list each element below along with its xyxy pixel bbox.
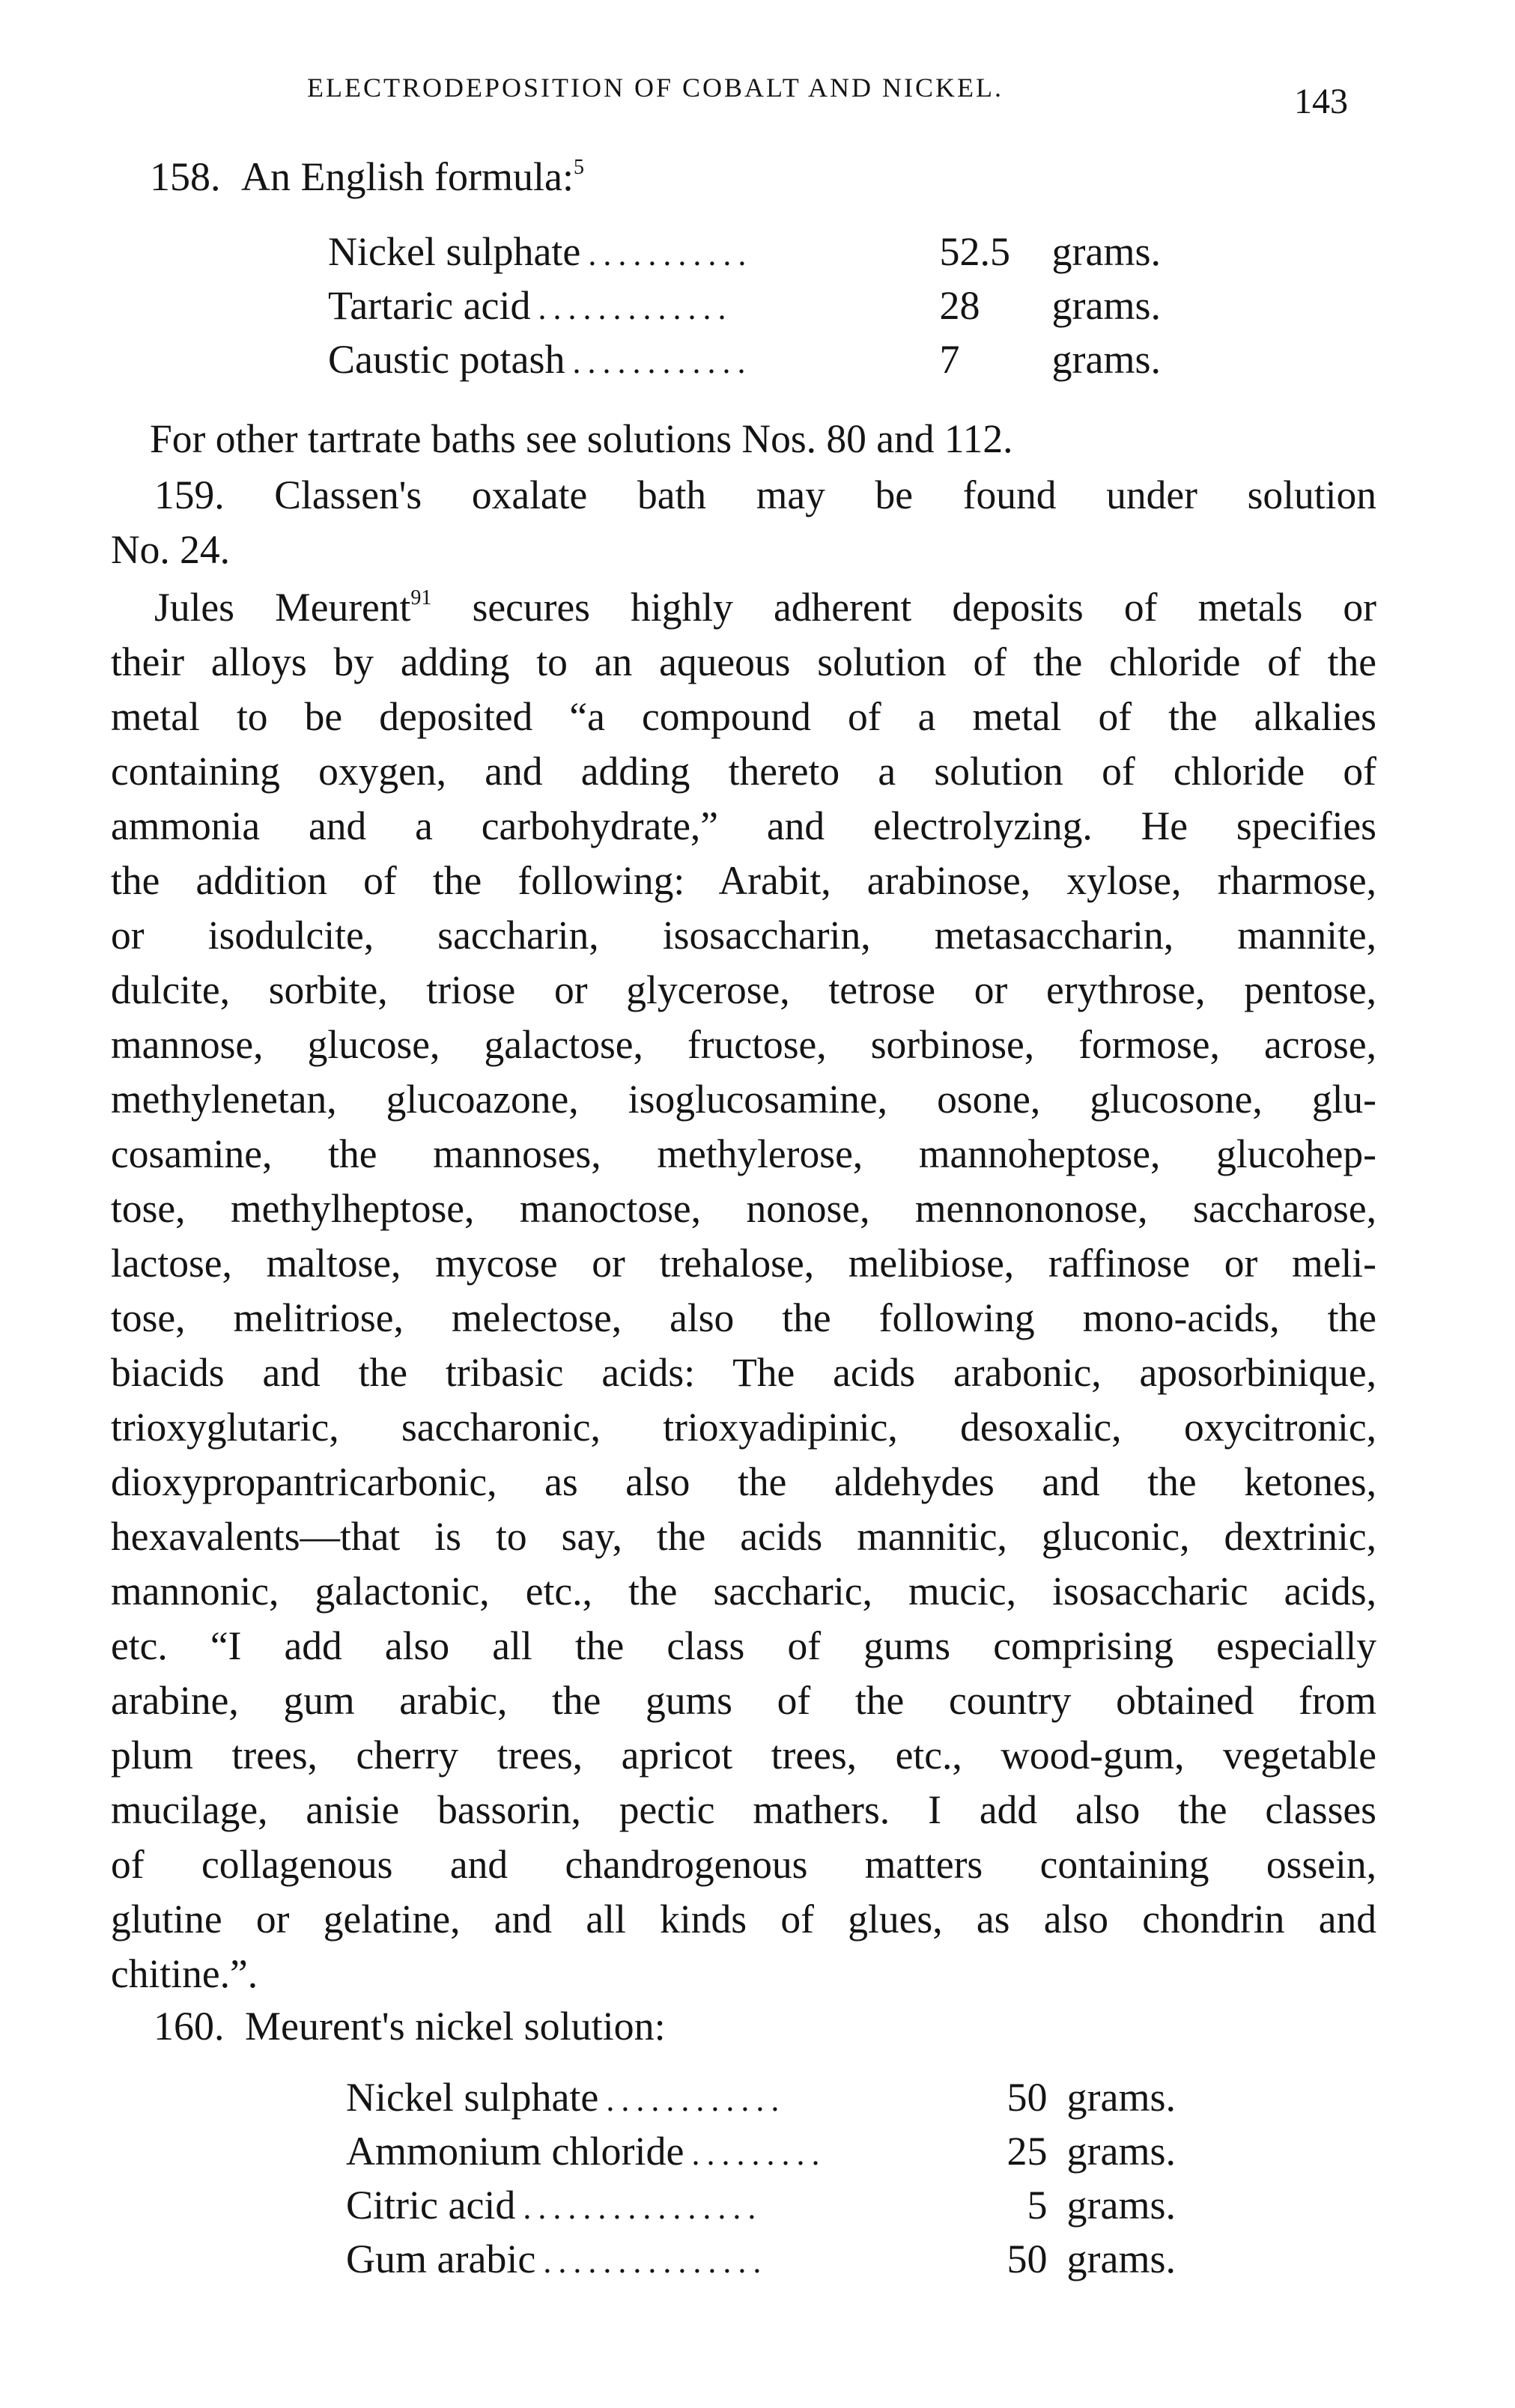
- section-159: [111, 468, 1376, 577]
- section-number: 160.: [154, 2004, 225, 2049]
- formula-row: [328, 225, 1161, 279]
- section-160-heading: [154, 2003, 666, 2049]
- paragraph-line: metal to be deposited “a compound of a metal of the alkalies: [111, 694, 1376, 739]
- footnote-marker: 5: [573, 156, 584, 179]
- paragraph-line: trioxyglutaric, saccharonic, trioxyadipinic, desoxalic, oxycitronic,: [111, 1405, 1376, 1450]
- english-formula-table: [328, 225, 1161, 386]
- paragraph-line: mannonic, galactonic, etc., the saccharic, mucic, isosaccharic acids,: [111, 1569, 1376, 1614]
- leader-dots: ............: [606, 2082, 786, 2118]
- ingredient-unit: grams.: [1066, 2075, 1176, 2120]
- ingredient-unit: grams.: [1051, 229, 1161, 274]
- formula-row: [346, 2232, 1176, 2286]
- meurent-paragraph: [111, 580, 1376, 2001]
- note-line: For other tartrate baths see solutions Nos. 80 and 112.: [150, 416, 1013, 461]
- paragraph-line: dioxypropantricarbonic, as also the aldehydes and the ketones,: [111, 1459, 1376, 1504]
- leader-dots: ................: [523, 2189, 763, 2226]
- section-158-heading: [150, 153, 584, 200]
- leader-dots: ............: [572, 344, 753, 380]
- ingredient-unit: grams.: [1051, 337, 1161, 382]
- ingredient-name: Ammonium chloride: [346, 2129, 684, 2174]
- paragraph-line: glutine or gelatine, and all kinds of glues, as also chondrin and: [111, 1897, 1376, 1942]
- leader-dots: ...........: [588, 236, 753, 273]
- meurent-formula-table: [346, 2070, 1176, 2286]
- footnote-marker: 91: [410, 586, 432, 609]
- section-title: Meurent's nickel solution:: [245, 2004, 666, 2049]
- section-159-line: No. 24.: [111, 527, 231, 572]
- paragraph-line: containing oxygen, and adding thereto a solution of chloride of: [111, 749, 1376, 794]
- paragraph-line: [111, 580, 1376, 635]
- ingredient-amount: 7: [939, 337, 960, 382]
- paragraph-line: chitine.”.: [111, 1951, 258, 1996]
- paragraph-line: ammonia and a carbohydrate,” and electrolyzing. He specifies: [111, 803, 1376, 848]
- page-number: 143: [1294, 82, 1348, 121]
- paragraph-line: biacids and the tribasic acids: The acids arabonic, aposorbinique,: [111, 1350, 1376, 1395]
- paragraph-line: hexavalents—that is to say, the acids mannitic, gluconic, dextrinic,: [111, 1514, 1376, 1559]
- ingredient-name: Citric acid: [346, 2183, 516, 2228]
- ingredient-amount: 52.5: [939, 229, 1011, 274]
- paragraph-line: cosamine, the mannoses, methylerose, mannoheptose, glucohep-: [111, 1131, 1376, 1176]
- ingredient-unit: grams.: [1051, 283, 1161, 328]
- ingredient-amount: 28: [939, 283, 980, 328]
- paragraph-line: tose, methylheptose, manoctose, nonose, mennononose, saccharose,: [111, 1186, 1376, 1231]
- leader-dots: .........: [691, 2135, 827, 2172]
- ingredient-amount: 50: [1007, 2075, 1048, 2120]
- formula-row: [346, 2070, 1176, 2124]
- line-text: secures highly adherent deposits of metals or: [431, 585, 1376, 630]
- ingredient-amount: 5: [1027, 2183, 1048, 2228]
- ingredient-amount: 50: [1007, 2237, 1048, 2281]
- paragraph-line: their alloys by adding to an aqueous solution of the chloride of the: [111, 639, 1376, 684]
- ingredient-unit: grams.: [1066, 2129, 1176, 2174]
- section-title: An English formula:: [241, 154, 574, 199]
- ingredient-name: Tartaric acid: [328, 283, 531, 328]
- section-159-line: 159. Classen's oxalate bath may be found under solution: [154, 472, 1376, 517]
- leader-dots: .............: [538, 290, 733, 326]
- author-name: Jules Meurent: [154, 585, 411, 630]
- paragraph-line: tose, melitriose, melectose, also the following mono-acids, the: [111, 1295, 1376, 1340]
- ingredient-name: Gum arabic: [346, 2237, 536, 2281]
- section-number: 158.: [150, 154, 221, 199]
- paragraph-line: etc. “I add also all the class of gums comprising especially: [111, 1623, 1376, 1668]
- tartrate-note: [150, 412, 1378, 466]
- paragraph-line: arabine, gum arabic, the gums of the country obtained from: [111, 1678, 1376, 1723]
- ingredient-amount: 25: [1007, 2129, 1048, 2174]
- formula-row: [346, 2124, 1176, 2178]
- ingredient-unit: grams.: [1066, 2183, 1176, 2228]
- ingredient-unit: grams.: [1066, 2237, 1176, 2281]
- paragraph-line: plum trees, cherry trees, apricot trees, etc., wood-gum, vegetable: [111, 1733, 1376, 1778]
- paragraph-line: mucilage, anisie bassorin, pectic mathers. I add also the classes: [111, 1787, 1376, 1832]
- paragraph-line: lactose, maltose, mycose or trehalose, melibiose, raffinose or meli-: [111, 1241, 1376, 1286]
- paragraph-line: methylenetan, glucoazone, isoglucosamine, osone, glucosone, glu-: [111, 1077, 1376, 1122]
- paragraph-line: or isodulcite, saccharin, isosaccharin, metasaccharin, mannite,: [111, 913, 1376, 958]
- running-header: ELECTRODEPOSITION OF COBALT AND NICKEL.: [307, 73, 1004, 103]
- paragraph-line: dulcite, sorbite, triose or glycerose, tetrose or erythrose, pentose,: [111, 967, 1376, 1012]
- ingredient-name: Caustic potash: [328, 337, 565, 382]
- ingredient-name: Nickel sulphate: [346, 2075, 599, 2120]
- ingredient-name: Nickel sulphate: [328, 229, 581, 274]
- paragraph-line: the addition of the following: Arabit, arabinose, xylose, rharmose,: [111, 858, 1376, 903]
- paragraph-line: mannose, glucose, galactose, fructose, sorbinose, formose, acrose,: [111, 1022, 1376, 1067]
- leader-dots: ...............: [543, 2243, 768, 2280]
- formula-row: [328, 279, 1161, 332]
- formula-row: [328, 332, 1161, 386]
- paragraph-line: of collagenous and chandrogenous matters containing ossein,: [111, 1842, 1376, 1887]
- formula-row: [346, 2178, 1176, 2232]
